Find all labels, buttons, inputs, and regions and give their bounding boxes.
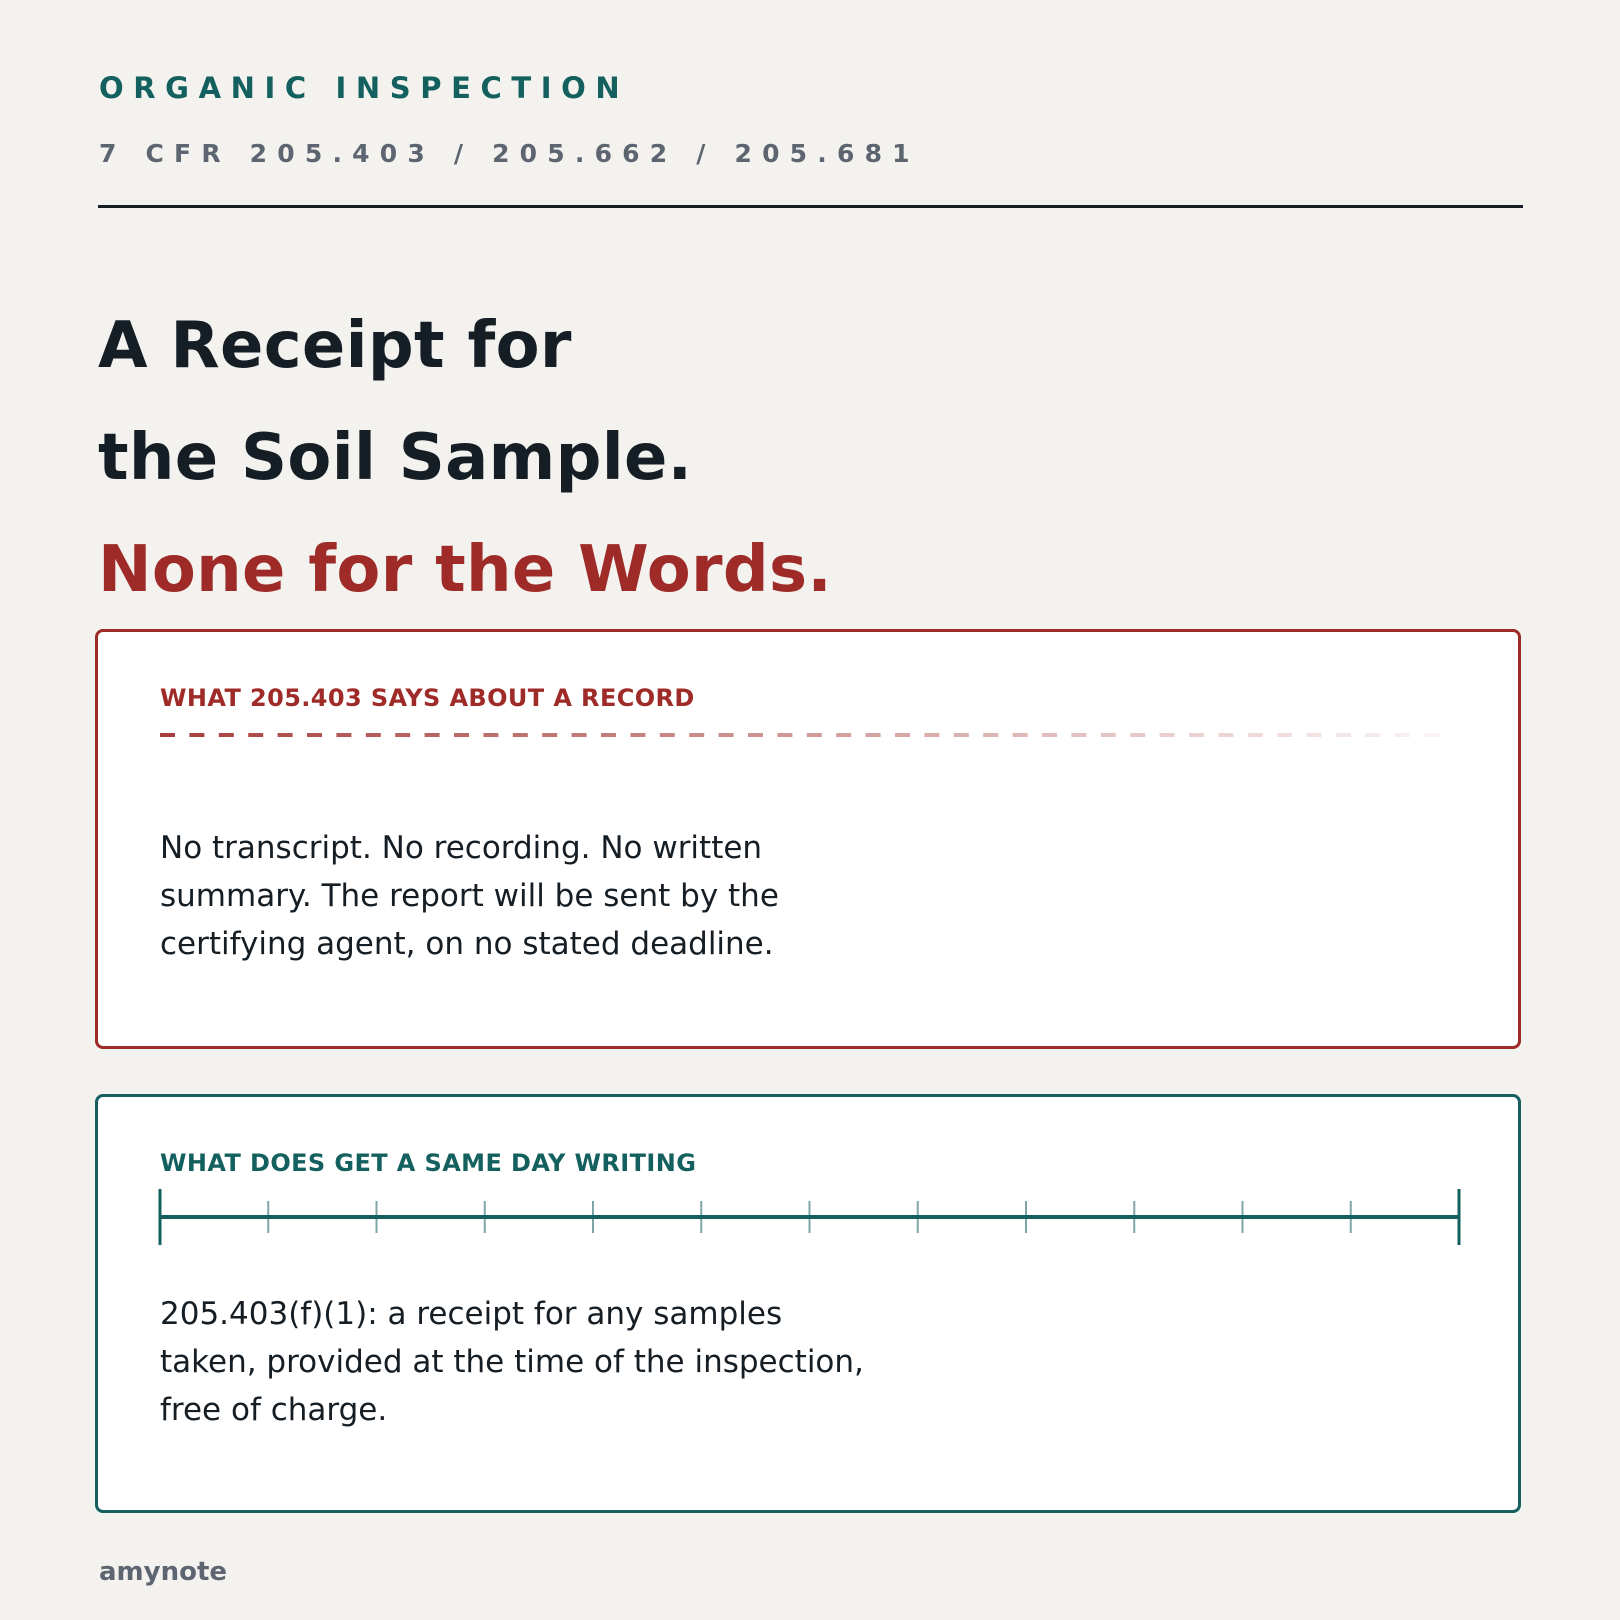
regulation-citation: 7 CFR 205.403 / 205.662 / 205.681	[99, 139, 920, 168]
receipt-card-label: WHAT DOES GET A SAME DAY WRITING	[160, 1149, 697, 1177]
timeline-ruler	[98, 1097, 1518, 1257]
receipt-card-body: 205.403(f)(1): a receipt for any samples taken, provided at the time of the inspection, free of charge.	[160, 1296, 864, 1428]
headline-line-1: A Receipt for	[98, 309, 572, 383]
section-kicker: ORGANIC INSPECTION	[99, 71, 630, 105]
header-divider	[98, 205, 1523, 208]
headline-line-2: the Soil Sample.	[98, 421, 693, 495]
receipt-card	[95, 1094, 1521, 1513]
record-card-label: WHAT 205.403 SAYS ABOUT A RECORD	[160, 684, 695, 712]
brand-footer: amynote	[99, 1557, 228, 1587]
headline-line-3: None for the Words.	[98, 533, 833, 607]
record-card	[95, 629, 1521, 1049]
fading-dashed-divider	[98, 632, 1518, 752]
record-card-body: No transcript. No recording. No written summary. The report will be sent by the certifying agent, on no stated deadline.	[160, 830, 779, 962]
